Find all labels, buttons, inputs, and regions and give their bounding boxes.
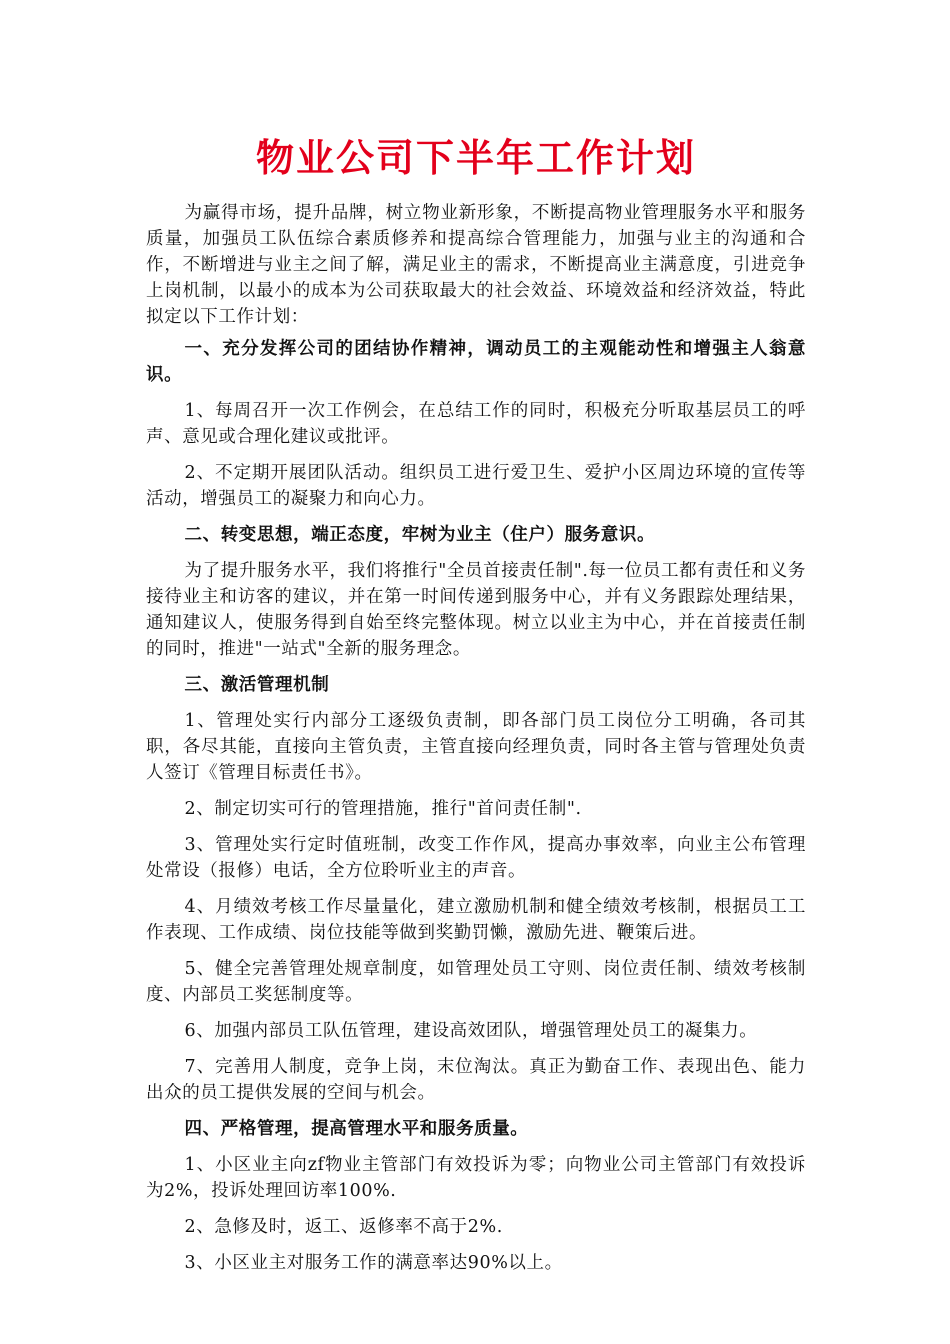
body-paragraph: 1、管理处实行内部分工逐级负责制，即各部门员工岗位分工明确，各司其职，各尽其能，直接向主管负责，主管直接向经理负责，同时各主管与管理处负责人签订《管理目标责任书》。 (146, 711, 806, 783)
body-paragraph: 5、健全完善管理处规章制度，如管理处员工守则、岗位责任制、绩效考核制度、内部员工奖惩制度等。 (146, 959, 806, 1005)
body-paragraph: 6、加强内部员工队伍管理，建设高效团队，增强管理处员工的凝集力。 (184, 1021, 758, 1041)
document-body (146, 336, 806, 1276)
document-page (146, 128, 806, 1286)
body-paragraph: 3、小区业主对服务工作的满意率达90%以上。 (184, 1253, 563, 1273)
body-paragraph: 1、小区业主向zf物业主管部门有效投诉为零；向物业公司主管部门有效投诉为2%，投诉处理回访率100%. (146, 1155, 806, 1201)
body-paragraph: 2、急修及时，返工、返修率不高于2%. (184, 1217, 503, 1237)
intro-paragraph: 为赢得市场，提升品牌，树立物业新形象，不断提高物业管理服务水平和服务质量，加强员工队伍综合素质修养和提高综合管理能力，加强与业主的沟通和合作，不断增进与业主之间了解，满足业主的需求，不断提高业主满意度，引进竞争上岗机制，以最小的成本为公司获取最大的社会效益、环境效益和经济效益，特此拟定以下工作计划： (146, 203, 806, 327)
section-heading: 二、转变思想，端正态度，牢树为业主（住户）服务意识。 (184, 525, 656, 545)
body-paragraph: 2、不定期开展团队活动。组织员工进行爱卫生、爱护小区周边环境的宣传等活动，增强员工的凝聚力和向心力。 (146, 463, 806, 509)
document-title: 物业公司下半年工作计划 (255, 135, 696, 180)
body-paragraph: 3、管理处实行定时值班制，改变工作作风，提高办事效率，向业主公布管理处常设（报修）电话，全方位聆听业主的声音。 (146, 835, 806, 881)
section-heading: 一、充分发挥公司的团结协作精神，调动员工的主观能动性和增强主人翁意识。 (146, 339, 806, 385)
body-paragraph: 1、每周召开一次工作例会，在总结工作的同时，积极充分听取基层员工的呼声、意见或合理化建议或批评。 (146, 401, 806, 447)
body-paragraph: 2、制定切实可行的管理措施，推行"首问责任制". (184, 799, 582, 819)
section-heading: 四、严格管理，提高管理水平和服务质量。 (184, 1119, 529, 1139)
body-paragraph: 4、月绩效考核工作尽量量化，建立激励机制和健全绩效考核制，根据员工工作表现、工作成绩、岗位技能等做到奖勤罚懒，激励先进、鞭策后进。 (146, 897, 806, 943)
body-paragraph: 为了提升服务水平，我们将推行"全员首接责任制".每一位员工都有责任和义务接待业主和访客的建议，并在第一时间传递到服务中心，并有义务跟踪处理结果，通知建议人，使服务得到自始至终完整体现。树立以业主为中心，并在首接责任制的同时，推进"一站式"全新的服务理念。 (146, 561, 806, 659)
body-paragraph: 7、完善用人制度，竞争上岗，末位淘汰。真正为勤奋工作、表现出色、能力出众的员工提供发展的空间与机会。 (146, 1057, 806, 1103)
section-heading: 三、激活管理机制 (184, 675, 330, 695)
